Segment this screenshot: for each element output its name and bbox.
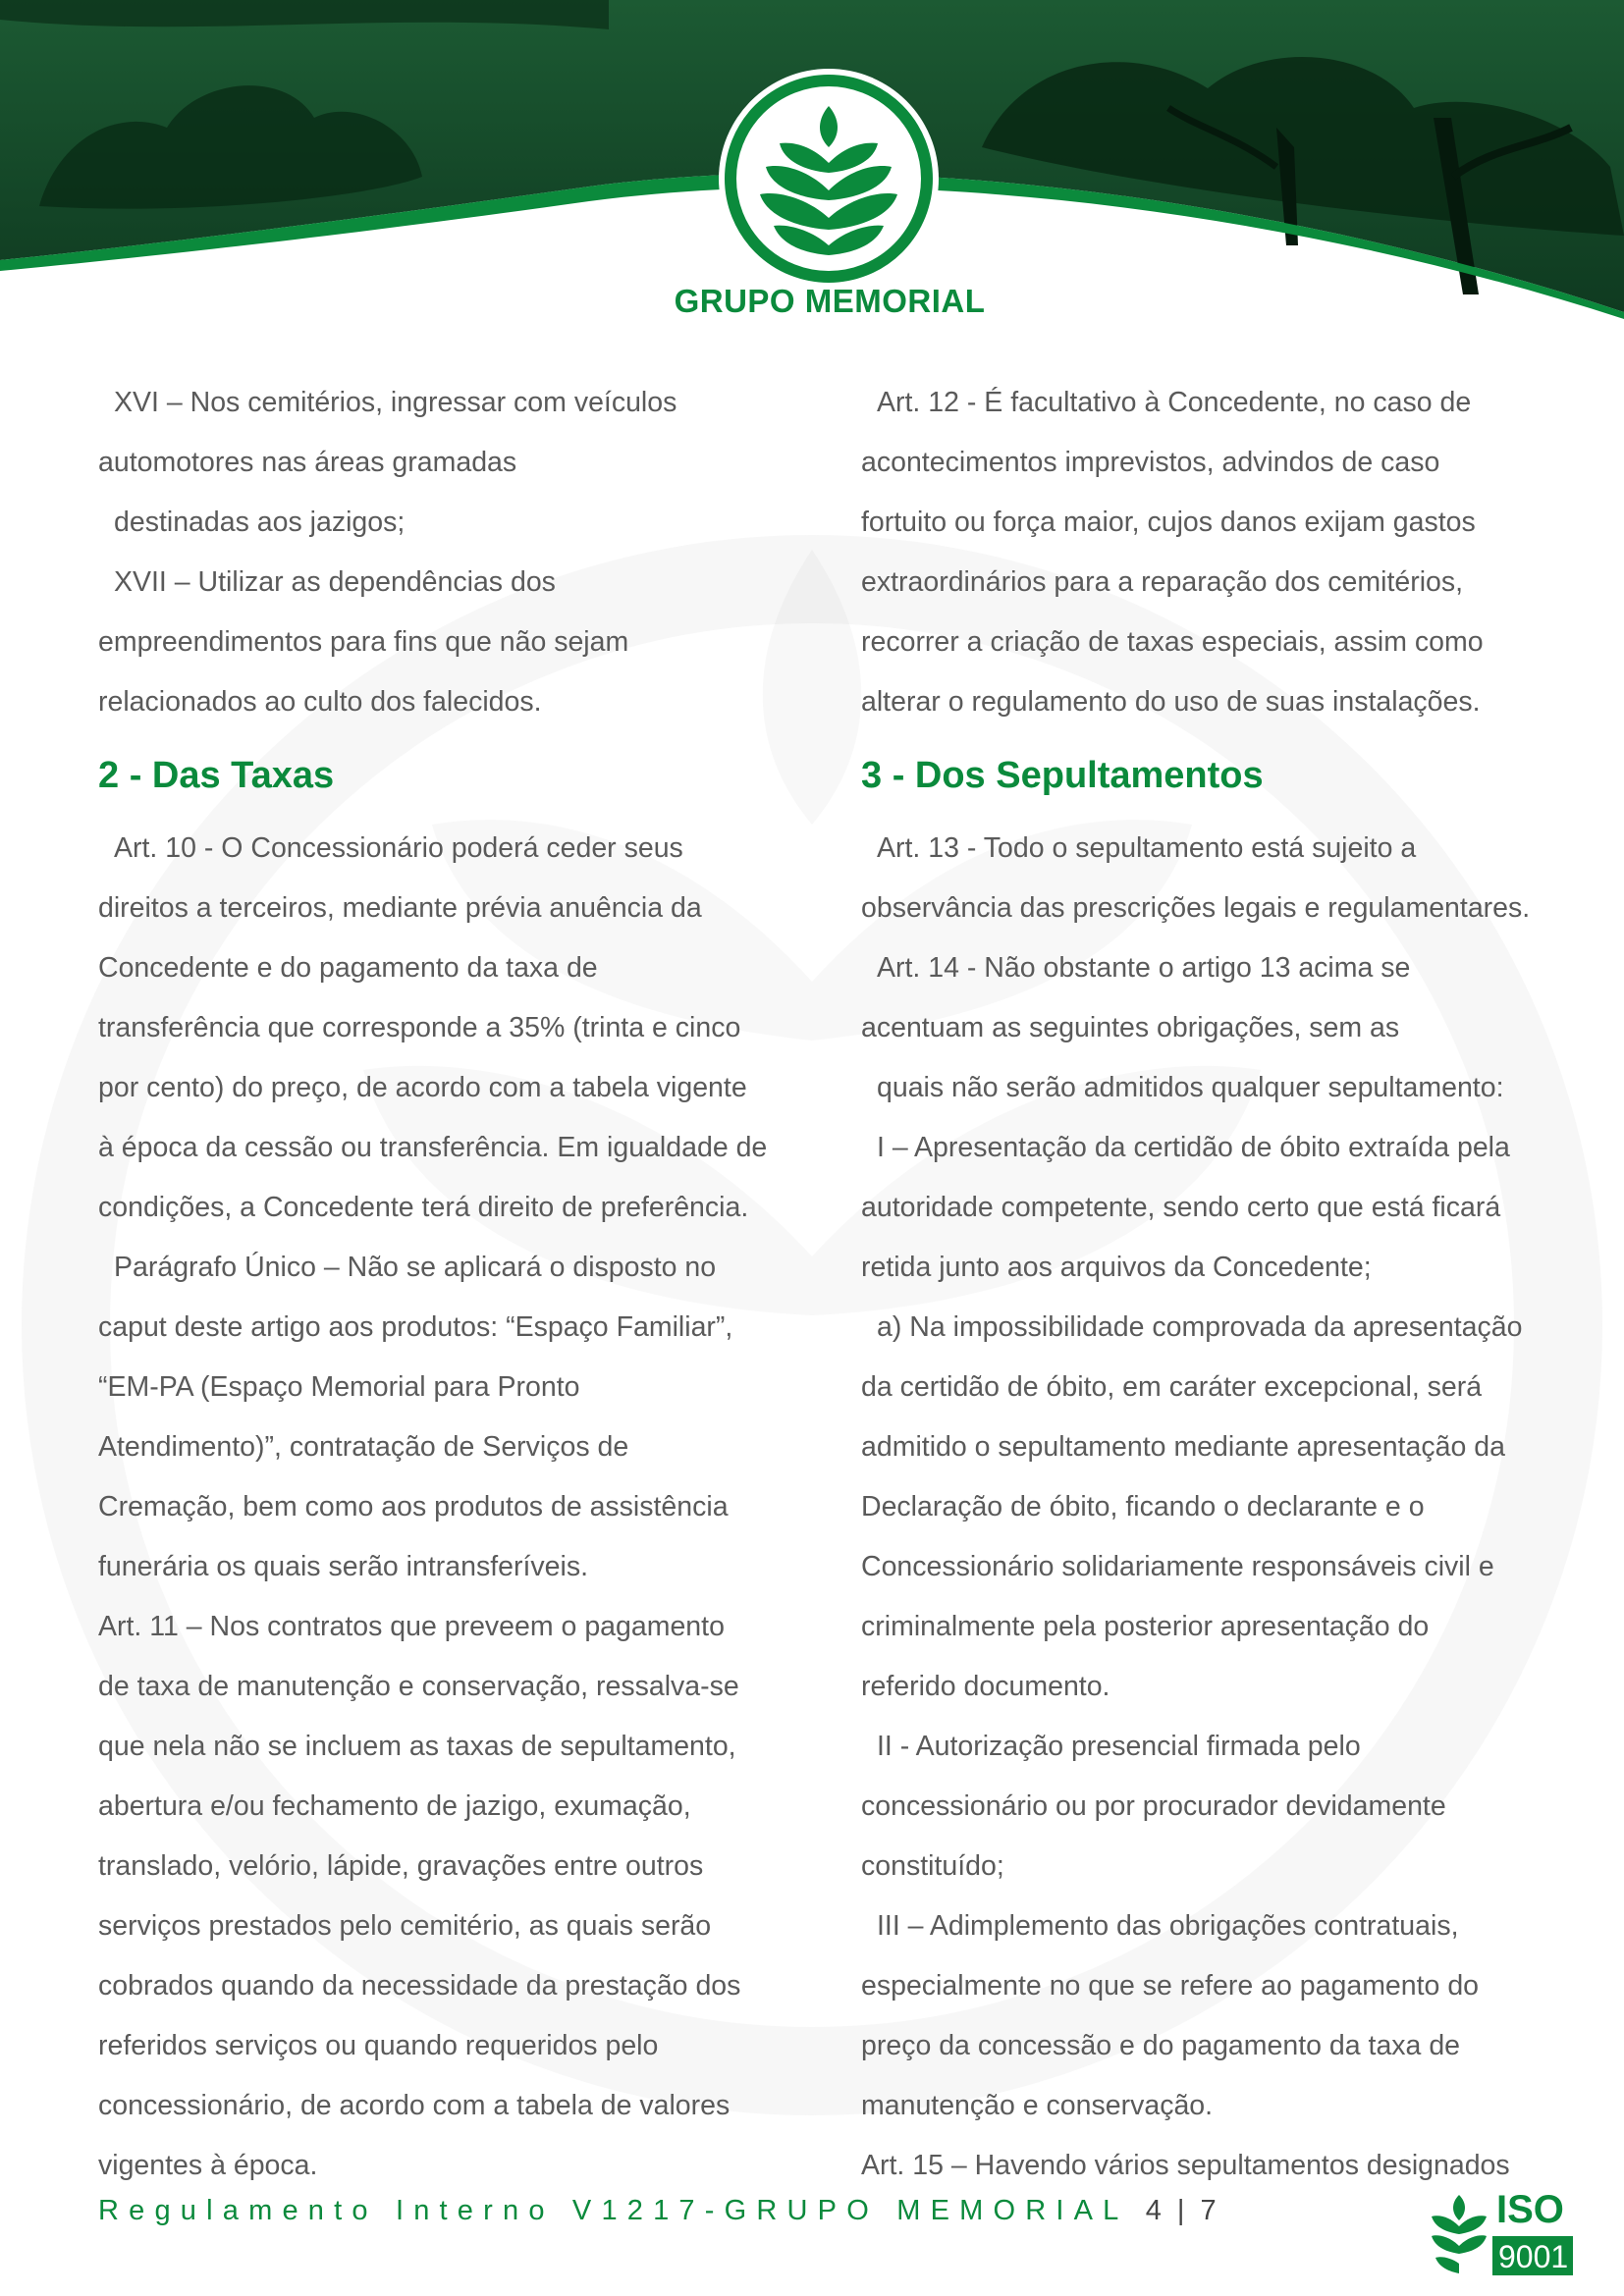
iso-label: ISO bbox=[1496, 2188, 1564, 2231]
section-heading: 2 - Das Taxas bbox=[98, 755, 335, 796]
text-line: recorrer a criação de taxas especiais, assim como bbox=[861, 626, 1484, 658]
page-number: 4 | 7 bbox=[1145, 2195, 1220, 2226]
text-line: observância das prescrições legais e regulamentares. bbox=[861, 892, 1531, 924]
text-line: cobrados quando da necessidade da prestação dos bbox=[98, 1970, 741, 2002]
text-line: direitos a terceiros, mediante prévia anuência da bbox=[98, 892, 702, 924]
text-line: extraordinários para a reparação dos cemitérios, bbox=[861, 566, 1464, 598]
text-line: acentuam as seguintes obrigações, sem as bbox=[861, 1012, 1400, 1043]
text-line: referidos serviços ou quando requeridos pelo bbox=[98, 2030, 659, 2061]
text-line: caput deste artigo aos produtos: “Espaço Familiar”, bbox=[98, 1311, 733, 1343]
text-line: Art. 15 – Havendo vários sepultamentos designados bbox=[861, 2150, 1510, 2181]
text-line: III – Adimplemento das obrigações contratuais, bbox=[877, 1910, 1459, 1942]
page-header bbox=[0, 0, 1624, 334]
text-line: XVII – Utilizar as dependências dos bbox=[114, 566, 556, 598]
text-line: Concedente e do pagamento da taxa de bbox=[98, 952, 598, 984]
right-text-column bbox=[861, 373, 1568, 2196]
text-line: Art. 10 - O Concessionário poderá ceder seus bbox=[114, 832, 683, 864]
text-line: constituído; bbox=[861, 1850, 1004, 1882]
text-line: Art. 14 - Não obstante o artigo 13 acima se bbox=[877, 952, 1411, 984]
text-line: alterar o regulamento do uso de suas instalações. bbox=[861, 686, 1481, 718]
text-line: concessionário, de acordo com a tabela de valores bbox=[98, 2090, 731, 2121]
text-line: por cento) do preço, de acordo com a tabela vigente bbox=[98, 1072, 747, 1103]
brand-name: GRUPO MEMORIAL bbox=[674, 283, 986, 319]
text-line: empreendimentos para fins que não sejam bbox=[98, 626, 629, 658]
text-line: Art. 13 - Todo o sepultamento está sujeito a bbox=[877, 832, 1417, 864]
section-heading: 3 - Dos Sepultamentos bbox=[861, 755, 1264, 796]
text-line: autoridade competente, sendo certo que está ficará bbox=[861, 1192, 1501, 1223]
text-line: fortuito ou força maior, cujos danos exijam gastos bbox=[861, 507, 1476, 538]
iso-number: 9001 bbox=[1498, 2239, 1569, 2274]
text-line: preço da concessão e do pagamento da taxa de bbox=[861, 2030, 1461, 2061]
text-line: referido documento. bbox=[861, 1671, 1110, 1702]
footer-document-title: Regulamento Interno V1217-GRUPO MEMORIAL bbox=[98, 2195, 1128, 2226]
text-line: quais não serão admitidos qualquer sepultamento: bbox=[877, 1072, 1504, 1103]
text-line: especialmente no que se refere ao pagamento do bbox=[861, 1970, 1480, 2002]
text-line: II - Autorização presencial firmada pelo bbox=[877, 1731, 1361, 1762]
leaf-emblem-icon bbox=[715, 65, 943, 293]
text-line: que nela não se incluem as taxas de sepultamento, bbox=[98, 1731, 736, 1762]
text-line: criminalmente pela posterior apresentação do bbox=[861, 1611, 1430, 1642]
text-line: abertura e/ou fechamento de jazigo, exumação, bbox=[98, 1790, 691, 1822]
text-line: destinadas aos jazigos; bbox=[114, 507, 406, 538]
text-line: de taxa de manutenção e conservação, ressalva-se bbox=[98, 1671, 739, 1702]
text-line: concessionário ou por procurador devidamente bbox=[861, 1790, 1446, 1822]
text-line: translado, velório, lápide, gravações entre outros bbox=[98, 1850, 704, 1882]
text-line: Concessionário solidariamente responsáveis civil e bbox=[861, 1551, 1494, 1582]
text-line: Cremação, bem como aos produtos de assistência bbox=[98, 1491, 729, 1522]
text-line: da certidão de óbito, em caráter excepcional, será bbox=[861, 1371, 1483, 1403]
page-footer bbox=[98, 2195, 1220, 2227]
text-line: Atendimento)”, contratação de Serviços de bbox=[98, 1431, 629, 1463]
iso-leaf-icon bbox=[1432, 2181, 1575, 2279]
text-line: retida junto aos arquivos da Concedente; bbox=[861, 1252, 1372, 1283]
text-line: manutenção e conservação. bbox=[861, 2090, 1214, 2121]
left-text-column bbox=[98, 373, 805, 2196]
text-line: relacionados ao culto dos falecidos. bbox=[98, 686, 542, 718]
text-line: Art. 12 - É facultativo à Concedente, no caso de bbox=[877, 387, 1472, 418]
text-line: automotores nas áreas gramadas bbox=[98, 447, 517, 478]
text-line: condições, a Concedente terá direito de preferência. bbox=[98, 1192, 749, 1223]
text-line: serviços prestados pelo cemitério, as quais serão bbox=[98, 1910, 712, 1942]
text-line: vigentes à época. bbox=[98, 2150, 318, 2181]
text-line: Declaração de óbito, ficando o declarante e o bbox=[861, 1491, 1425, 1522]
text-line: Parágrafo Único – Não se aplicará o disposto no bbox=[114, 1252, 717, 1283]
text-line: a) Na impossibilidade comprovada da apresentação bbox=[877, 1311, 1523, 1343]
text-line: XVI – Nos cemitérios, ingressar com veículos bbox=[114, 387, 677, 418]
text-line: I – Apresentação da certidão de óbito extraída pela bbox=[877, 1132, 1510, 1163]
text-line: “EM-PA (Espaço Memorial para Pronto bbox=[98, 1371, 580, 1403]
text-line: Art. 11 – Nos contratos que preveem o pagamento bbox=[98, 1611, 725, 1642]
text-line: admitido o sepultamento mediante apresentação da bbox=[861, 1431, 1505, 1463]
text-line: transferência que corresponde a 35% (trinta e cinco bbox=[98, 1012, 741, 1043]
text-line: à época da cessão ou transferência. Em igualdade de bbox=[98, 1132, 768, 1163]
text-line: acontecimentos imprevistos, advindos de caso bbox=[861, 447, 1440, 478]
text-line: funerária os quais serão intransferíveis. bbox=[98, 1551, 589, 1582]
